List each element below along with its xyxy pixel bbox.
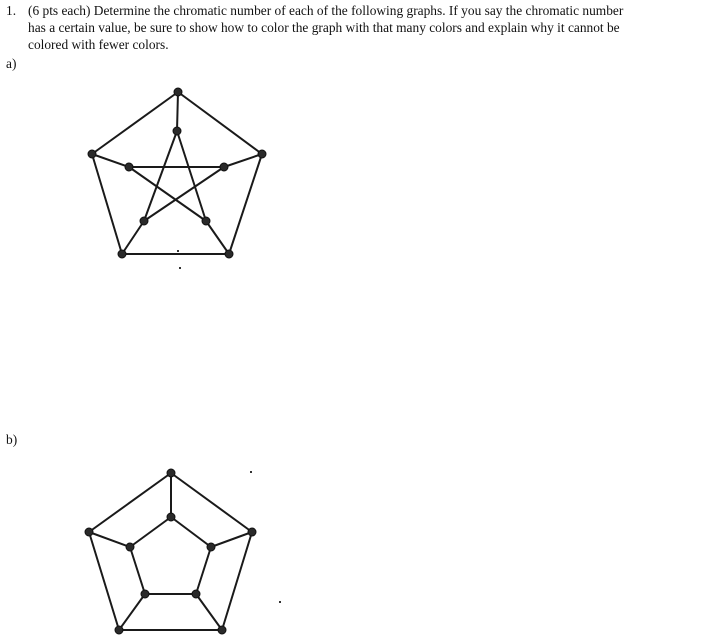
graph-a-edge xyxy=(178,92,262,154)
scan-speck xyxy=(279,601,281,603)
graph-b-vertex xyxy=(115,626,123,634)
petersen-graph xyxy=(88,88,266,258)
graph-b-vertex xyxy=(248,528,256,536)
part-b-label: b) xyxy=(6,432,18,447)
graph-a-vertex xyxy=(118,250,126,258)
graph-a-edge xyxy=(92,92,178,154)
graph-b-edge xyxy=(89,532,130,547)
part-a-label: a) xyxy=(6,56,17,71)
problem-text-line-3: colored with fewer colors. xyxy=(28,37,169,52)
problem-text-line-1: (6 pts each) Determine the chromatic number of each of the following graphs. If you say the chromatic number xyxy=(28,3,624,18)
graph-b-edge xyxy=(89,473,171,532)
graph-a-vertex xyxy=(125,163,133,171)
graph-a-edge xyxy=(129,167,206,221)
graph-a-edge xyxy=(177,131,206,221)
graph-a-vertex xyxy=(140,217,148,225)
graph-a-edge xyxy=(92,154,122,254)
graph-a-vertex xyxy=(174,88,182,96)
graph-b-edge xyxy=(196,547,211,594)
graph-b-edge xyxy=(130,547,145,594)
graph-b-vertex xyxy=(218,626,226,634)
scan-speck xyxy=(250,471,252,473)
graph-b-edge xyxy=(211,532,252,547)
graph-a-edge xyxy=(92,154,129,167)
graph-b-edge xyxy=(222,532,252,630)
graph-a-edge xyxy=(144,131,177,221)
graph-a-edge xyxy=(144,167,224,221)
graph-b-vertex xyxy=(207,543,215,551)
graph-b-edge xyxy=(89,532,119,630)
graph-a-edge xyxy=(122,221,144,254)
graph-a-vertex xyxy=(225,250,233,258)
graph-a-edge xyxy=(206,221,229,254)
graph-a-vertex xyxy=(202,217,210,225)
scan-speck xyxy=(179,267,181,269)
graph-b-vertex xyxy=(167,469,175,477)
pentagonal-prism-graph xyxy=(85,469,256,634)
graph-b-edge xyxy=(130,517,171,547)
graph-b-vertex xyxy=(167,513,175,521)
problem-text-line-2: has a certain value, be sure to show how to color the graph with that many colors and explain why it cannot be xyxy=(28,20,620,35)
graph-a-vertex xyxy=(220,163,228,171)
graph-b-edge xyxy=(196,594,222,630)
graph-b-edge xyxy=(171,473,252,532)
graph-b-vertex xyxy=(192,590,200,598)
graph-b-vertex xyxy=(126,543,134,551)
graph-b-vertex xyxy=(85,528,93,536)
graph-a-edge xyxy=(224,154,262,167)
graph-b-edge xyxy=(119,594,145,630)
graph-a-vertex xyxy=(258,150,266,158)
scan-speck xyxy=(177,250,179,252)
graph-a-edge xyxy=(229,154,262,254)
graph-a-edge xyxy=(177,92,178,131)
graph-b-vertex xyxy=(141,590,149,598)
graph-a-vertex xyxy=(173,127,181,135)
graph-b-edge xyxy=(171,517,211,547)
problem-number: 1. xyxy=(6,3,17,18)
graph-a-vertex xyxy=(88,150,96,158)
